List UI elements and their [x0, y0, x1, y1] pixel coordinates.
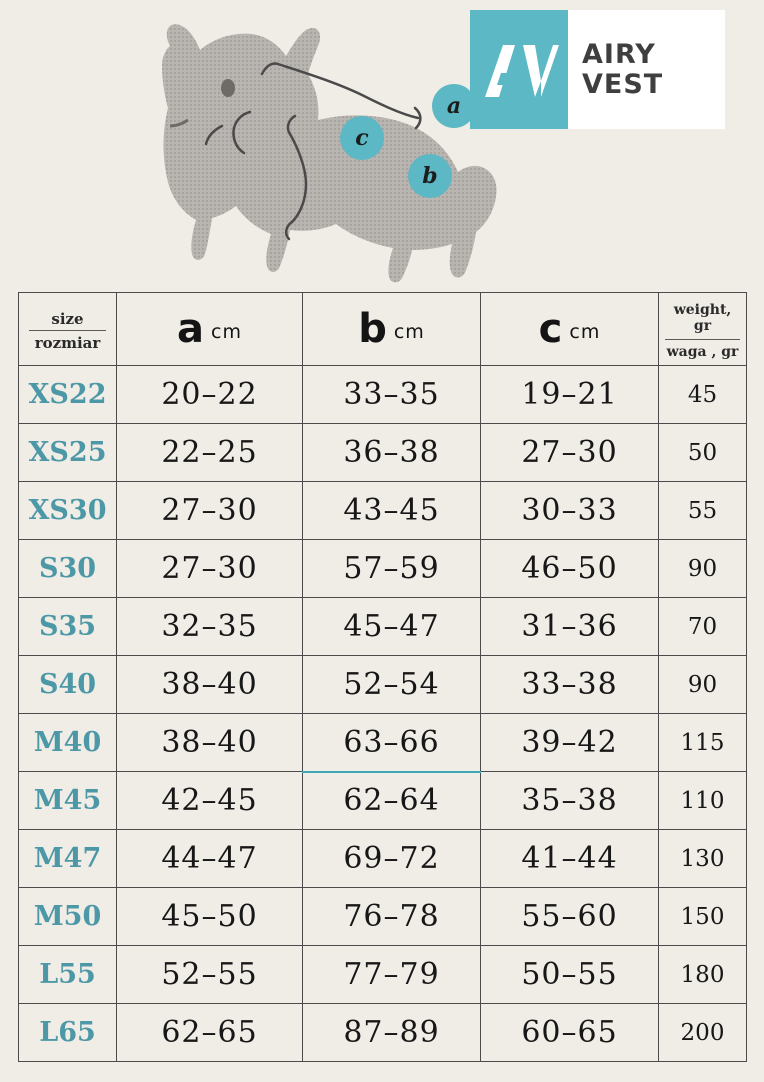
table-row — [19, 598, 747, 656]
label-c — [340, 116, 384, 160]
table-row — [19, 888, 747, 946]
row-size: M45 — [19, 772, 117, 830]
logo-mark-icon — [470, 10, 568, 129]
row-c: 41–44 — [481, 830, 659, 888]
table-row — [19, 830, 747, 888]
row-weight: 130 — [659, 830, 747, 888]
table-row — [19, 656, 747, 714]
row-size: M40 — [19, 714, 117, 772]
label-b-text: b — [422, 163, 438, 189]
table-row — [19, 1004, 747, 1062]
row-b: 36–38 — [303, 424, 481, 482]
row-a: 27–30 — [117, 540, 303, 598]
row-weight: 55 — [659, 482, 747, 540]
row-a: 38–40 — [117, 656, 303, 714]
row-c: 30–33 — [481, 482, 659, 540]
row-weight: 200 — [659, 1004, 747, 1062]
table-row — [19, 714, 747, 772]
row-a: 62–65 — [117, 1004, 303, 1062]
header-b-unit: cm — [393, 321, 425, 343]
header-size-en: size — [29, 305, 106, 332]
header-weight-en: weight, gr — [665, 296, 740, 339]
row-size: XS25 — [19, 424, 117, 482]
row-size: S40 — [19, 656, 117, 714]
row-c: 39–42 — [481, 714, 659, 772]
av-monogram-icon — [479, 37, 559, 103]
label-c-text: c — [355, 125, 369, 151]
label-a-text: a — [446, 93, 462, 119]
row-a: 38–40 — [117, 714, 303, 772]
row-a: 42–45 — [117, 772, 303, 830]
row-weight: 70 — [659, 598, 747, 656]
header-c-letter: c — [538, 306, 563, 352]
row-b: 76–78 — [303, 888, 481, 946]
row-size: M50 — [19, 888, 117, 946]
row-c: 46–50 — [481, 540, 659, 598]
table-header-row — [19, 293, 747, 366]
row-b: 43–45 — [303, 482, 481, 540]
header-weight-pl: waga , gr — [666, 343, 739, 360]
illustration-area — [0, 0, 764, 292]
row-weight: 150 — [659, 888, 747, 946]
row-b: 57–59 — [303, 540, 481, 598]
header-c-unit: cm — [569, 321, 601, 343]
row-a: 52–55 — [117, 946, 303, 1004]
table-row — [19, 946, 747, 1004]
row-a: 22–25 — [117, 424, 303, 482]
header-a-letter: a — [177, 306, 205, 352]
row-weight: 90 — [659, 656, 747, 714]
row-c: 60–65 — [481, 1004, 659, 1062]
row-weight: 180 — [659, 946, 747, 1004]
size-table-wrap — [18, 292, 746, 1062]
row-c: 55–60 — [481, 888, 659, 946]
header-a-unit: cm — [211, 321, 242, 343]
size-table — [18, 292, 747, 1062]
header-b-letter: b — [358, 306, 387, 352]
row-b: 69–72 — [303, 830, 481, 888]
header-b — [303, 293, 481, 366]
row-size: M47 — [19, 830, 117, 888]
table-row — [19, 772, 747, 830]
dog-silhouette-icon — [110, 16, 530, 288]
row-b: 63–66 — [303, 714, 481, 772]
row-weight: 110 — [659, 772, 747, 830]
header-size-pl: rozmiar — [34, 334, 101, 352]
logo-wordmark — [568, 10, 725, 129]
row-a: 45–50 — [117, 888, 303, 946]
header-a — [117, 293, 303, 366]
row-a: 27–30 — [117, 482, 303, 540]
row-c: 50–55 — [481, 946, 659, 1004]
header-c — [481, 293, 659, 366]
row-weight: 50 — [659, 424, 747, 482]
table-row — [19, 366, 747, 424]
row-weight: 45 — [659, 366, 747, 424]
row-b: 87–89 — [303, 1004, 481, 1062]
row-c: 33–38 — [481, 656, 659, 714]
row-c: 35–38 — [481, 772, 659, 830]
table-row — [19, 540, 747, 598]
row-b: 33–35 — [303, 366, 481, 424]
row-size: XS30 — [19, 482, 117, 540]
row-b: 45–47 — [303, 598, 481, 656]
row-c: 27–30 — [481, 424, 659, 482]
row-size: L65 — [19, 1004, 117, 1062]
row-a: 20–22 — [117, 366, 303, 424]
row-size: L55 — [19, 946, 117, 1004]
row-b: 62–64 — [303, 772, 481, 830]
table-row — [19, 482, 747, 540]
header-size — [19, 293, 117, 366]
header-weight — [659, 293, 747, 366]
table-row — [19, 424, 747, 482]
logo-line-2: VEST — [582, 68, 664, 100]
row-size: S35 — [19, 598, 117, 656]
row-c: 31–36 — [481, 598, 659, 656]
table-body — [19, 366, 747, 1062]
row-b: 52–54 — [303, 656, 481, 714]
row-size: XS22 — [19, 366, 117, 424]
row-b: 77–79 — [303, 946, 481, 1004]
row-a: 32–35 — [117, 598, 303, 656]
dog-diagram — [110, 16, 530, 288]
row-size: S30 — [19, 540, 117, 598]
row-a: 44–47 — [117, 830, 303, 888]
logo-line-1: AIRY — [582, 39, 656, 71]
row-weight: 90 — [659, 540, 747, 598]
label-b — [408, 154, 452, 198]
row-weight: 115 — [659, 714, 747, 772]
row-c: 19–21 — [481, 366, 659, 424]
brand-logo — [470, 10, 725, 129]
